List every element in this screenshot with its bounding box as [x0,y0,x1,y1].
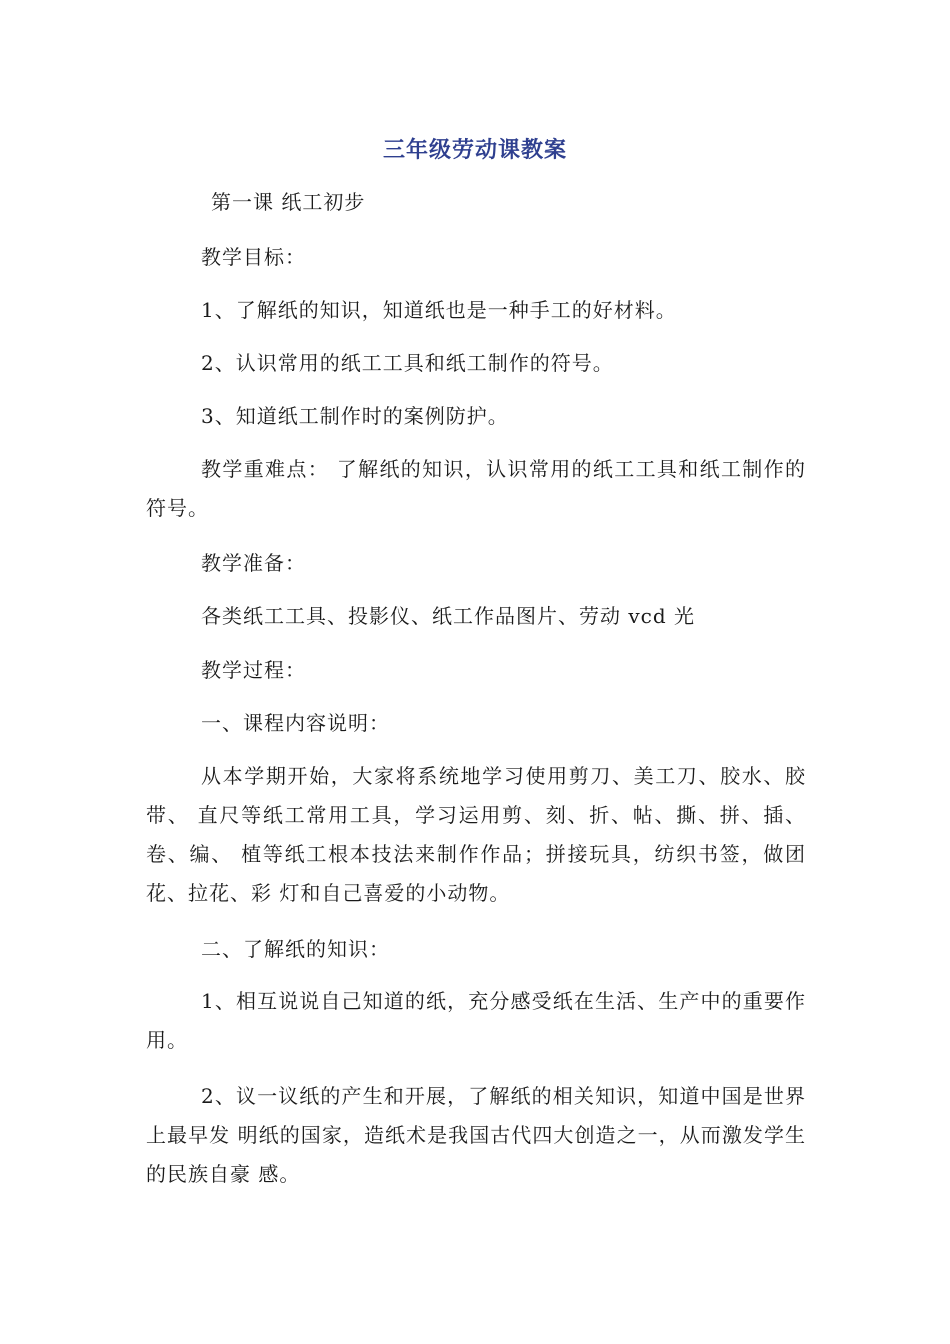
process-label: 教学过程： [201,658,306,682]
key-points-paragraph: 教学重难点： 了解纸的知识，认识常用的纸工工具和纸工制作的符号。 [146,457,806,520]
prep-label: 教学准备： [201,551,306,575]
objective-item: 2、认识常用的纸工工具和纸工制作的符号。 [201,351,614,375]
objective-item: 1、了解纸的知识，知道纸也是一种手工的好材料。 [201,298,677,322]
section1-body: 从本学期开始，大家将系统地学习使用剪刀、美工刀、胶水、胶带、 直尺等纸工常用工具，学习运用剪、刻、折、帖、撕、拼、插、卷、编、 植等纸工根本技法来制作作品；拼接玩具，纺织书签，做团花、拉花、彩 灯和自己喜爱的小动物。 [146,764,806,905]
lesson-heading: 第一课 纸工初步 [211,190,366,214]
objectives-label: 教学目标： [201,245,306,269]
section2-item: 1、相互说说自己知道的纸，充分感受纸在生活、生产中的重要作用。 [146,989,806,1052]
section2-item: 2、议一议纸的产生和开展，了解纸的相关知识，知道中国是世界上最早发 明纸的国家，造纸术是我国古代四大创造之一，从而激发学生的民族自豪 感。 [146,1084,806,1186]
prep-items: 各类纸工工具、投影仪、纸工作品图片、劳动 vcd 光 [201,604,696,628]
document-title: 三年级劳动课教案 [382,138,567,163]
objective-item: 3、知道纸工制作时的案例防护。 [201,404,509,428]
section1-heading: 一、课程内容说明： [201,711,390,735]
section2-heading: 二、了解纸的知识： [201,937,390,961]
